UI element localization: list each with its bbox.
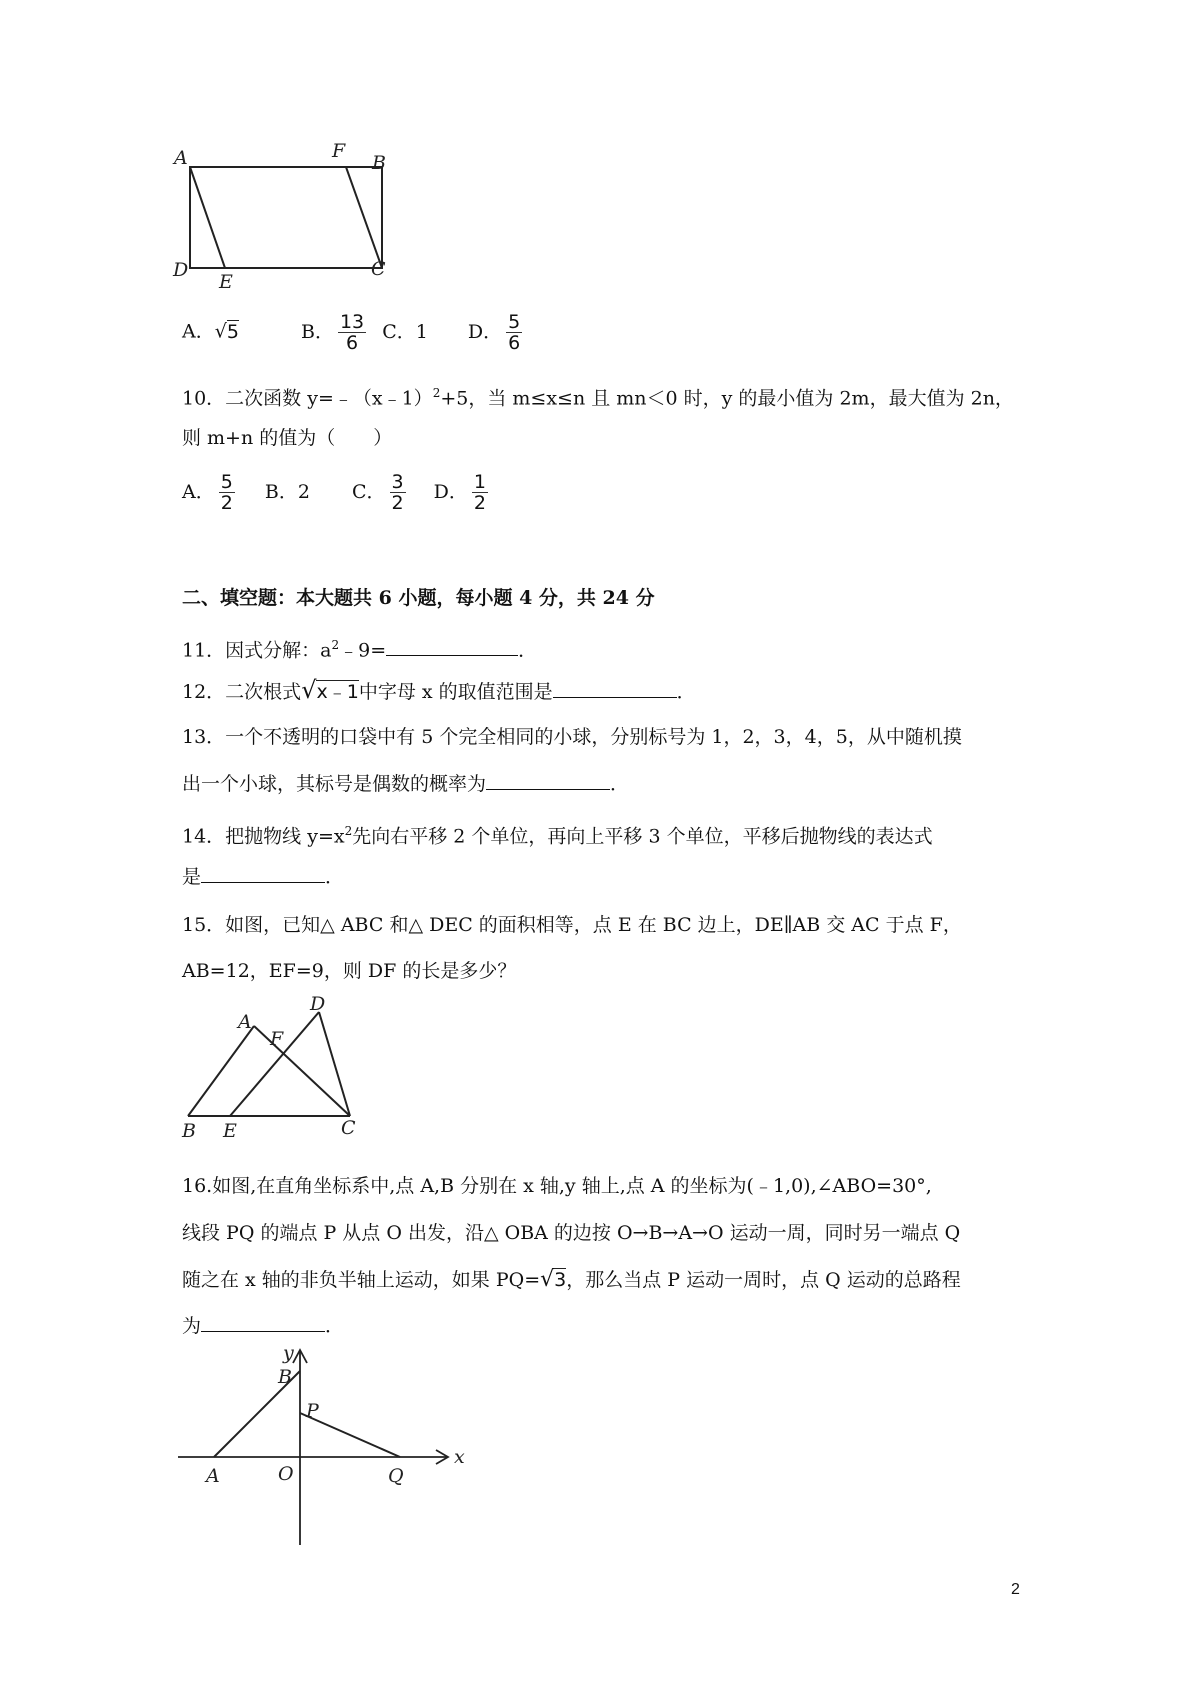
q9-option-c: C．1 <box>382 320 428 343</box>
q10-option-d <box>433 471 492 514</box>
sqrt-symbol: √ <box>301 676 317 704</box>
option-a-radicand: 5 <box>226 320 239 343</box>
label-o: O <box>278 1463 294 1485</box>
label-a: A <box>238 1011 252 1033</box>
fraction-numerator: 1 <box>473 471 486 493</box>
q10-option-a <box>182 471 239 514</box>
label-x: x <box>454 1446 465 1468</box>
q12 <box>182 677 696 705</box>
q12-text: 12．二次根式 <box>182 681 302 703</box>
option-b-fraction <box>338 312 366 353</box>
q11 <box>182 632 537 663</box>
q10-option-c <box>351 471 410 514</box>
q10-line-1 <box>182 380 1014 411</box>
option-a-fraction <box>219 472 235 513</box>
fraction-denominator: 2 <box>220 492 233 514</box>
q16-text-4: 为 <box>182 1315 202 1337</box>
q13-end: ． <box>610 773 630 795</box>
option-d-label: D． <box>467 320 503 343</box>
label-y: y <box>283 1342 294 1364</box>
q10-line-2: 则 m+n 的值为（ ） <box>182 427 393 449</box>
option-d-fraction <box>506 312 522 353</box>
label-e: E <box>219 271 233 293</box>
q13-line-2 <box>182 771 629 797</box>
q10-text: 10．二次函数 y=﹣（x﹣1） <box>182 387 433 410</box>
q14-line-1 <box>182 818 933 849</box>
q12-end: ． <box>676 681 696 703</box>
q15-line-2: AB=12，EF=9，则 DF 的长是多少？ <box>182 960 517 982</box>
q14-text: 14．把抛物线 y=x <box>182 825 345 848</box>
q16-line-4 <box>182 1313 344 1339</box>
q11-end: ． <box>518 639 538 662</box>
label-c: C <box>371 258 386 280</box>
label-p: P <box>306 1400 319 1422</box>
label-f: F <box>332 140 346 162</box>
q13-line-1: 13．一个不透明的口袋中有 5 个完全相同的小球，分别标号为 1，2，3，4，5，从中随机摸 <box>182 726 962 748</box>
q11-text: 11．因式分解：a <box>182 639 332 662</box>
fraction-denominator: 2 <box>391 492 404 514</box>
q9-option-d <box>467 311 526 354</box>
q14-line-2 <box>182 864 344 890</box>
q16-line-2: 线段 PQ 的端点 P 从点 O 出发，沿△ OBA 的边按 O→B→A→O 运动一周，同时另一端点 Q <box>182 1222 961 1244</box>
q16-line-3 <box>182 1267 961 1293</box>
q16-radicand: 3 <box>554 1269 567 1291</box>
coordinate-figure <box>178 1342 478 1550</box>
q11-exponent: 2 <box>331 638 340 652</box>
fraction-numerator: 13 <box>339 311 365 333</box>
option-a-label: A． <box>182 320 215 343</box>
sqrt-symbol: √ <box>214 320 227 343</box>
q15-line-1: 15．如图，已知△ ABC 和△ DEC 的面积相等，点 E 在 BC 边上，DE∥AB 交 AC 于点 F， <box>182 914 962 936</box>
section-heading: 二、填空题：本大题共 6 小题，每小题 4 分，共 24 分 <box>182 587 655 609</box>
answer-blank[interactable] <box>486 771 610 790</box>
label-d: D <box>173 259 189 281</box>
fraction-numerator: 5 <box>220 471 233 493</box>
q10-exponent: 2 <box>432 386 441 400</box>
triangle-figure <box>178 990 363 1140</box>
rectangle-figure <box>173 140 400 293</box>
q16-text: 随之在 x 轴的非负半轴上运动，如果 PQ= <box>182 1269 541 1291</box>
q12-text-continued: 中字母 x 的取值范围是 <box>358 681 553 703</box>
option-d-label: D． <box>433 480 468 503</box>
q13-text: 出一个小球，其标号是偶数的概率为 <box>182 773 487 795</box>
fraction-numerator: 5 <box>508 311 521 333</box>
q14-text-2: 是 <box>182 866 202 888</box>
answer-blank[interactable] <box>201 864 325 883</box>
q14-exponent: 2 <box>344 824 353 838</box>
label-a: A <box>174 147 188 169</box>
label-q: Q <box>388 1465 404 1487</box>
answer-blank[interactable] <box>201 1313 325 1332</box>
answer-blank[interactable] <box>386 637 518 656</box>
q9-option-a <box>182 320 245 343</box>
q10-text-continued: +5，当 m≤x≤n 且 mn＜0 时，y 的最小值为 2m，最大值为 2n， <box>440 387 1014 410</box>
answer-blank[interactable] <box>553 679 677 698</box>
q16-end: ． <box>325 1315 345 1337</box>
q14-text-continued: 先向右平移 2 个单位，再向上平移 3 个单位，平移后抛物线的表达式 <box>352 825 933 848</box>
fraction-denominator: 6 <box>508 332 521 354</box>
label-b: B <box>182 1120 196 1142</box>
label-a: A <box>206 1465 220 1487</box>
label-c: C <box>341 1117 356 1139</box>
option-a-label: A． <box>182 480 215 503</box>
q10-options <box>182 472 492 513</box>
q12-radicand: x﹣1 <box>316 681 359 703</box>
label-e: E <box>223 1120 237 1142</box>
page-number: 2 <box>1011 1581 1020 1598</box>
q11-text-continued: ﹣9= <box>339 639 387 662</box>
option-b-label: B． <box>300 320 334 343</box>
label-b: B <box>278 1366 292 1388</box>
q9-option-b <box>300 311 376 354</box>
q16-text-continued: ，那么当点 P 运动一周时，点 Q 运动的总路程 <box>566 1269 961 1291</box>
fraction-denominator: 6 <box>346 332 359 354</box>
label-d: D <box>310 993 326 1015</box>
label-f: F <box>270 1028 284 1050</box>
q16-line-1: 16.如图,在直角坐标系中,点 A,B 分别在 x 轴,y 轴上,点 A 的坐标为(﹣1,0),∠ABO=30°, <box>182 1175 932 1197</box>
fraction-numerator: 3 <box>391 471 404 493</box>
q10-option-b: B．2 <box>264 480 310 503</box>
option-d-fraction <box>472 472 488 513</box>
label-b: B <box>372 152 386 174</box>
fraction-denominator: 2 <box>473 492 486 514</box>
q9-options <box>182 312 526 353</box>
sqrt-symbol: √ <box>540 1267 555 1292</box>
option-c-label: C． <box>351 480 386 503</box>
q14-end: ． <box>325 866 345 888</box>
option-c-fraction <box>390 472 406 513</box>
